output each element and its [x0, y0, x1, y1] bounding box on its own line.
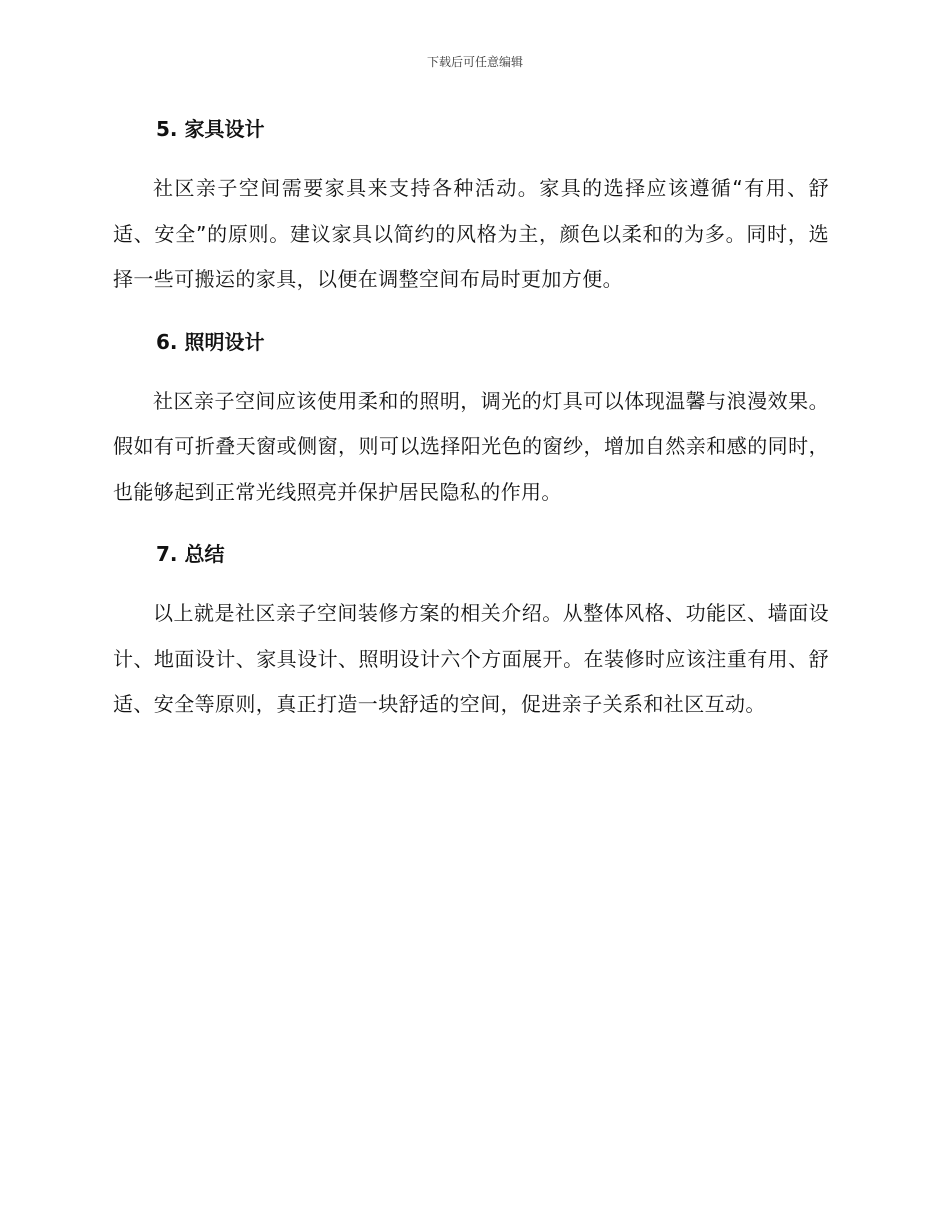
section-heading: 6. 照明设计	[156, 329, 265, 354]
section-heading: 5. 家具设计	[156, 117, 265, 141]
section-paragraph: 以上就是社区亲子空间装修方案的相关介绍。从整体风格、功能区、墙面设计、地面设计、家具设计、照明设计六个方面展开。在装修时应该注重有用、舒适、安全等原则，真正打造一块舒适的空间，促进亲子关系和社区互动。	[113, 601, 829, 716]
section-summary	[113, 537, 829, 728]
section-lighting-design	[113, 325, 829, 516]
section-paragraph: 社区亲子空间应该使用柔和的照明，调光的灯具可以体现温馨与浪漫效果。假如有可折叠天窗或侧窗，则可以选择阳光色的窗纱，增加自然亲和感的同时，也能够起到正常光线照亮并保护居民隐私的作用。	[113, 388, 829, 504]
section-furniture-design	[113, 112, 829, 303]
page-header: 下载后可任意编辑	[426, 55, 523, 69]
section-paragraph: 社区亲子空间需要家具来支持各种活动。家具的选择应该遵循“有用、舒适、安全”的原则。建议家具以简约的风格为主，颜色以柔和的为多。同时，选择一些可搬运的家具，以便在调整空间布局时更加方便。	[113, 176, 829, 291]
document-body	[113, 112, 829, 750]
section-heading: 7. 总结	[156, 542, 225, 566]
